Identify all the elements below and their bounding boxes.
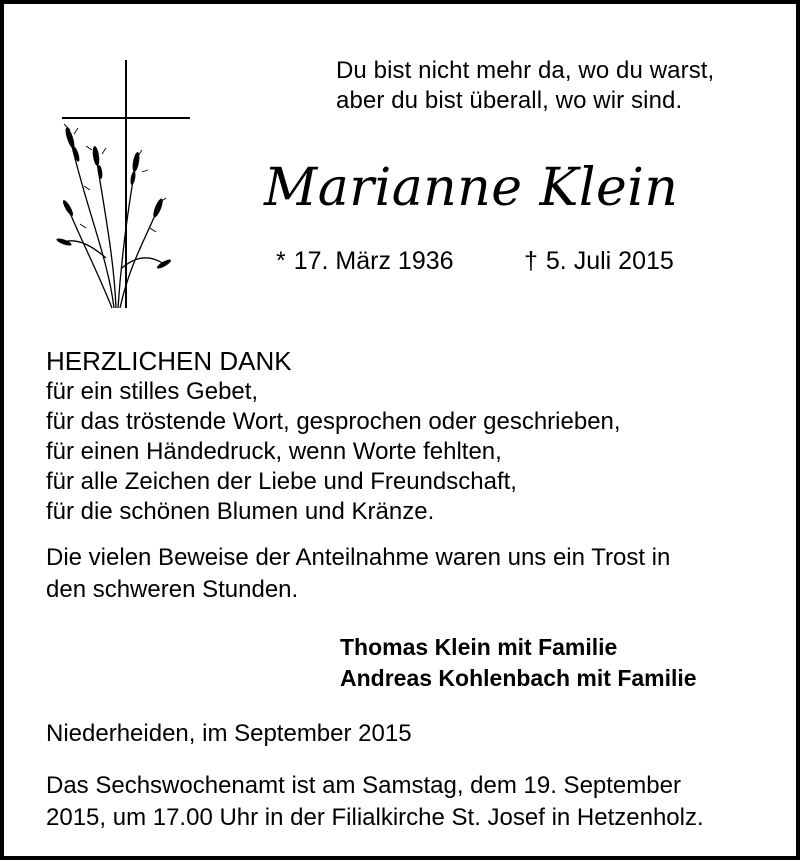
thanks-list [46, 377, 621, 527]
death-date [524, 246, 674, 276]
comfort-paragraph [46, 542, 776, 606]
thanks-line: für einen Händedruck, wenn Worte fehlten, [46, 438, 502, 465]
thanks-line: für ein stilles Gebet, [46, 378, 259, 405]
death-date-text: 5. Juli 2015 [545, 247, 674, 275]
thanks-heading: HERZLICHEN DANK [46, 346, 292, 376]
signature-line: Thomas Klein mit Familie [340, 634, 618, 660]
thanks-line: für die schönen Blumen und Kränze. [46, 498, 435, 525]
birth-date [276, 246, 454, 276]
cross-with-wheat-icon [56, 58, 196, 310]
birth-date-text: 17. März 1936 [293, 247, 454, 275]
service-line: 2015, um 17.00 Uhr in der Filialkirche St. Josef in Hetzenholz. [46, 804, 704, 831]
motto-verse [336, 56, 714, 116]
thanks-line: für das tröstende Wort, gesprochen oder geschrieben, [46, 408, 621, 435]
birth-symbol: * [276, 247, 286, 275]
service-announcement [46, 770, 704, 834]
motto-line: aber du bist überall, wo wir sind. [336, 87, 683, 114]
thanks-line: für alle Zeichen der Liebe und Freundschaft, [46, 468, 517, 495]
service-line: Das Sechswochenamt ist am Samstag, dem 19. September [46, 772, 681, 799]
motto-line: Du bist nicht mehr da, wo du warst, [336, 57, 715, 84]
family-signatures [340, 632, 697, 694]
signature-line: Andreas Kohlenbach mit Familie [340, 665, 697, 691]
comfort-line: den schweren Stunden. [46, 576, 299, 603]
death-symbol: † [524, 247, 538, 275]
comfort-line: Die vielen Beweise der Anteilnahme waren uns ein Trost in [46, 544, 671, 571]
place-and-date: Niederheiden, im September 2015 [46, 720, 412, 747]
deceased-name: Marianne Klein [264, 158, 679, 218]
